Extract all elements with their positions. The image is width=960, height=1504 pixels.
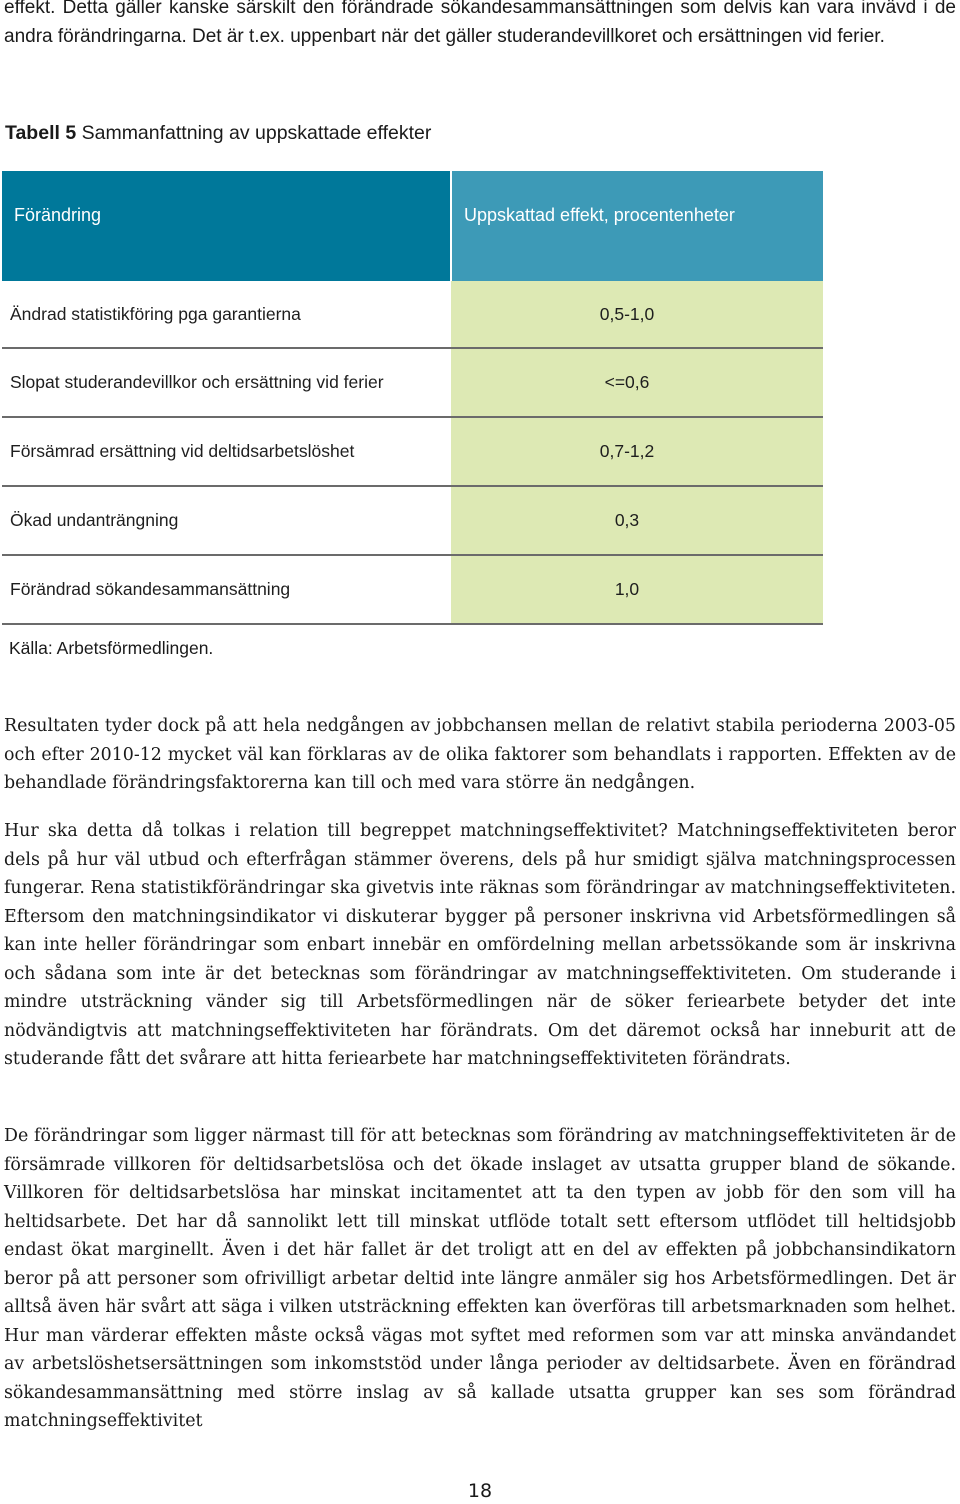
table-row [2, 555, 823, 624]
intro-paragraph: effekt. Detta gäller kanske särskilt den förändrade sökandesammansättningen som delvis kan vara invävd i de andra förändringarna. Det är t.ex. uppenbart när det gäller studerandevillkoret och ersättningen vid ferier. [4, 0, 956, 47]
row-value: 0,7-1,2 [451, 417, 823, 486]
table-caption-label: Tabell 5 [5, 122, 77, 144]
table-row [2, 348, 823, 417]
paragraph-changes: De förändringar som ligger närmast till för att betecknas som förändring av matchningseffektiviteten är de försämrade villkoren för deltidsarbetslösa och det ökade inslaget av utsatta grupper bland de sökande. Villkoren för deltidsarbetslösa har minskat incitamentet att ta den typen av jobb för den som vill ha heltidsarbete. Det har då sannolikt lett till minskat utflöde totalt sett eftersom utflödet till heltidsjobb endast ökat marginellt. Även i det här fallet är det troligt att en del av effekten på jobbchansindikatorn beror på att personer som ofrivilligt arbetar deltid inte längre anmäler sig hos Arbetsförmedlingen. Det är alltså även här svårt att säga i vilken utsträckning effekten kan överföras till arbetsmarknaden som helhet. Hur man värderar effekten måste också vägas mot syftet med reformen som var att minska användandet av arbetslöshetsersättningen som inkomststöd under långa perioder av deltidsarbete. Även en förändrad sökandesammansättning med större inslag av så kallade utsatta grupper kan ses som förändrad matchningseffektivitet [4, 1126, 956, 1431]
table-row [2, 486, 823, 555]
table-row [2, 281, 823, 348]
paragraph-matching-efficiency: Hur ska detta då tolkas i relation till begreppet matchningseffektivitet? Matchningseffektiviteten beror dels på hur väl utbud och efterfrågan stämmer överens, dels på hur smidigt själva matchningsprocessen fungerar. Rena statistikförändringar ska givetvis inte räknas som förändringar av matchningseffektiviteten. Eftersom den matchningsindikator vi diskuterar bygger på personer inskrivna vid Arbetsförmedlingen så kan inte heller förändringar som enbart innebär en omfördelning mellan arbetssökande som är inskrivna och sådana som inte är det betecknas som förändringar av matchningseffektiviteten. Om studerande i mindre utsträckning vänder sig till Arbetsförmedlingen när de söker feriearbete betyder det inte nödvändigtvis att matchningseffektiviteten har förändrats. Om det däremot också har inneburit att de studerande fått det svårare att hitta feriearbete har matchningseffektiviteten förändrats. [4, 821, 956, 1069]
header-estimated-effect: Uppskattad effekt, procentenheter [451, 171, 823, 281]
row-value: <=0,6 [451, 348, 823, 417]
table-caption [5, 122, 431, 145]
row-label: Ökad undanträngning [2, 486, 451, 555]
header-change: Förändring [2, 171, 451, 281]
row-label: Slopat studerandevillkor och ersättning vid ferier [2, 348, 451, 417]
row-label: Försämrad ersättning vid deltidsarbetslöshet [2, 417, 451, 486]
effects-table [2, 171, 823, 625]
page-number: 18 [467, 1480, 493, 1502]
row-label: Ändrad statistikföring pga garantierna [2, 281, 451, 348]
row-label: Förändrad sökandesammansättning [2, 555, 451, 624]
row-value: 0,3 [451, 486, 823, 555]
row-value: 1,0 [451, 555, 823, 624]
table-header-row [2, 171, 823, 281]
paragraph-results: Resultaten tyder dock på att hela nedgången av jobbchansen mellan de relativt stabila perioderna 2003-05 och efter 2010-12 mycket väl kan förklaras av de olika faktorer som behandlats i rapporten. Effekten av de behandlade förändringsfaktorerna kan till och med vara större än nedgången. [4, 716, 956, 793]
row-value: 0,5-1,0 [451, 281, 823, 348]
table-source: Källa: Arbetsförmedlingen. [9, 638, 214, 658]
table-caption-title: Sammanfattning av uppskattade effekter [81, 122, 432, 144]
table-row [2, 417, 823, 486]
